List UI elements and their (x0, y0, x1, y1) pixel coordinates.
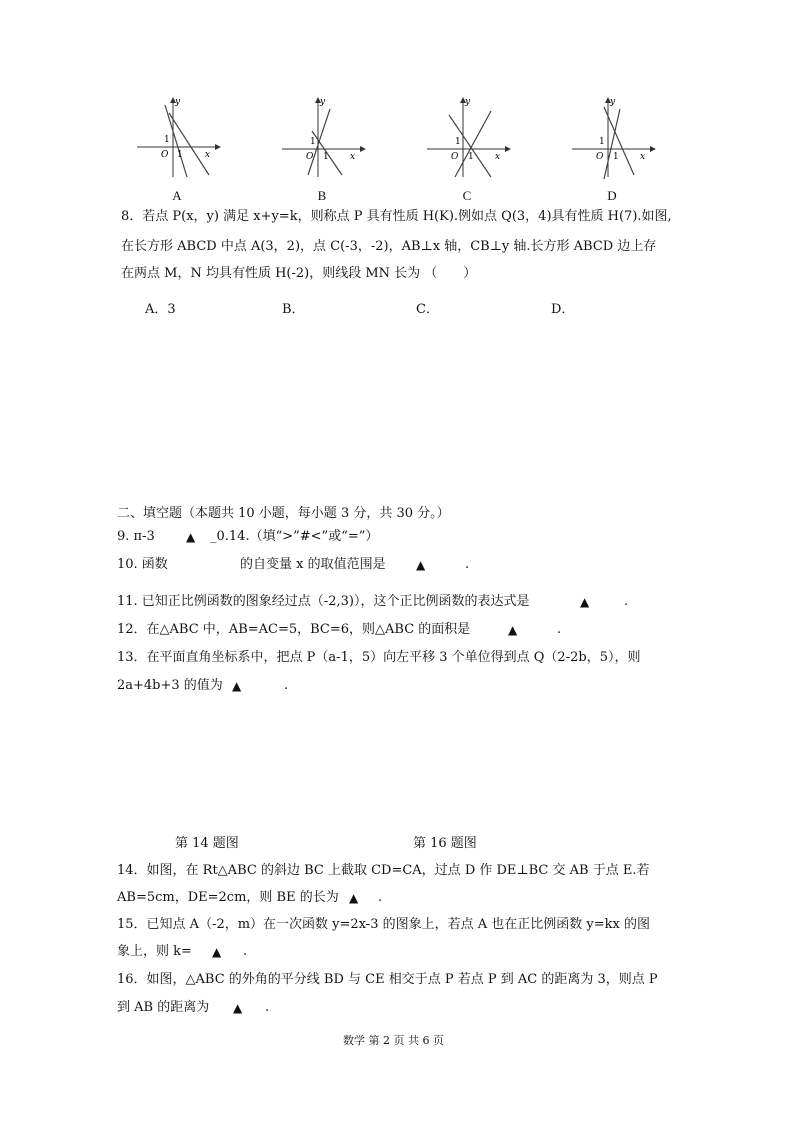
graph-c-label: C (462, 188, 472, 203)
q14-triangle: ▲ (349, 891, 359, 905)
q10-triangle: ▲ (416, 558, 426, 572)
q15-triangle: ▲ (212, 945, 222, 959)
graph-c (425, 95, 515, 195)
q13-triangle: ▲ (232, 679, 242, 693)
graph-b-origin: O (306, 152, 314, 162)
q15-line1: 15．已知点 A（-2，m）在一次函数 y=2x-3 的图象上，若点 A 也在正比例函数 y=kx 的图 (117, 917, 650, 932)
graph-b-tick-x: 1 (323, 152, 329, 162)
graph-d-tick-y: 1 (599, 137, 605, 147)
graph-b (280, 95, 370, 195)
graph-b-tick-y: 1 (310, 137, 316, 147)
q12-triangle: ▲ (508, 623, 518, 637)
graph-a-origin: O (161, 150, 169, 160)
graph-d-tick-x: 1 (613, 152, 619, 162)
q8-line3: 在两点 M，N 均具有性质 H(-2)，则线段 MN 长为 （ ） (121, 266, 477, 281)
graph-c-y-label: y (465, 97, 471, 107)
q11-post: . (624, 594, 629, 609)
q9-pre: 9. π-3 (117, 529, 155, 544)
page-footer: 数学 第 2 页 共 6 页 (343, 1034, 444, 1047)
q16-line1: 16．如图，△ABC 的外角的平分线 BD 与 CE 相交于点 P 若点 P 到 AC 的距离为 3，则点 P (117, 972, 658, 987)
graph-a-y-label: y (175, 97, 181, 107)
figure-16-caption: 第 16 题图 (413, 836, 477, 851)
q16-triangle: ▲ (233, 1001, 243, 1015)
graph-c-tick-x: 1 (468, 152, 474, 162)
graph-a-tick-y: 1 (164, 135, 170, 145)
q9-triangle: ▲ (186, 530, 196, 544)
graph-b-x-label: x (350, 152, 356, 162)
q10-mid: 的自变量 x 的取值范围是 (240, 557, 386, 572)
figure-14-caption: 第 14 题图 (175, 836, 239, 851)
q15-pre2: 象上，则 k= (117, 944, 192, 959)
q9-post: _0.14.（填“>”#<”或“=”） (210, 529, 379, 544)
q8-option-a: A．3 (145, 302, 176, 317)
q8-option-c: C． (416, 302, 439, 317)
q11-triangle: ▲ (580, 595, 590, 609)
graph-c-x-label: x (495, 152, 501, 162)
graph-c-origin: O (451, 152, 459, 162)
q13-line1: 13．在平面直角坐标系中，把点 P（a-1，5）向左平移 3 个单位得到点 Q（2-2b，5），则 (117, 650, 641, 665)
section-2-heading: 二、填空题（本题共 10 小题，每小题 3 分，共 30 分。） (117, 506, 450, 521)
graph-a-tick-x: 1 (177, 150, 183, 160)
q11-pre: 11. 已知正比例函数的图象经过点（-2,3)），这个正比例函数的表达式是 (117, 594, 530, 609)
graph-d-label: D (607, 188, 617, 203)
graph-a-svg (135, 95, 225, 180)
q14-pre2: AB=5cm，DE=2cm，则 BE 的长为 (117, 890, 339, 905)
q13-pre2: 2a+4b+3 的值为 (117, 678, 223, 693)
graph-d (570, 95, 660, 195)
q8-line1: 8．若点 P(x，y) 满足 x+y=k，则称点 P 具有性质 H(K).例如点 Q(3，4)具有性质 H(7).如图, (121, 209, 672, 224)
q8-option-b: B． (282, 302, 305, 317)
q16-post: . (265, 1000, 270, 1015)
graph-b-svg (280, 95, 370, 180)
graph-b-label: B (317, 188, 327, 203)
graph-c-tick-y: 1 (455, 137, 461, 147)
q14-post: . (378, 890, 383, 905)
q12-post: . (557, 622, 562, 637)
graph-a (135, 95, 225, 195)
q13-post: . (284, 678, 289, 693)
graph-a-x-label: x (205, 150, 211, 160)
q15-post: . (243, 944, 248, 959)
q12-pre: 12．在△ABC 中，AB=AC=5，BC=6，则△ABC 的面积是 (117, 622, 471, 637)
q10-pre: 10. 函数 (117, 557, 168, 572)
q14-line1: 14．如图，在 Rt△ABC 的斜边 BC 上截取 CD=CA，过点 D 作 DE⊥BC 交 AB 于点 E.若 (117, 863, 650, 878)
graph-c-svg (425, 95, 515, 180)
graph-d-origin: O (596, 152, 604, 162)
q9-text (117, 529, 155, 545)
graph-d-y-label: y (610, 97, 616, 107)
q8-option-d: D． (551, 302, 575, 317)
graph-d-svg (570, 95, 660, 180)
q16-pre2: 到 AB 的距离为 (117, 1000, 210, 1015)
q10-post: . (465, 557, 470, 572)
graph-a-label: A (172, 188, 182, 203)
graph-d-x-label: x (640, 152, 646, 162)
q8-line2: 在长方形 ABCD 中点 A(3，2)，点 C(-3，-2)，AB⊥x 轴，CB⊥y 轴.长方形 ABCD 边上存 (121, 239, 657, 254)
graph-b-y-label: y (320, 97, 326, 107)
